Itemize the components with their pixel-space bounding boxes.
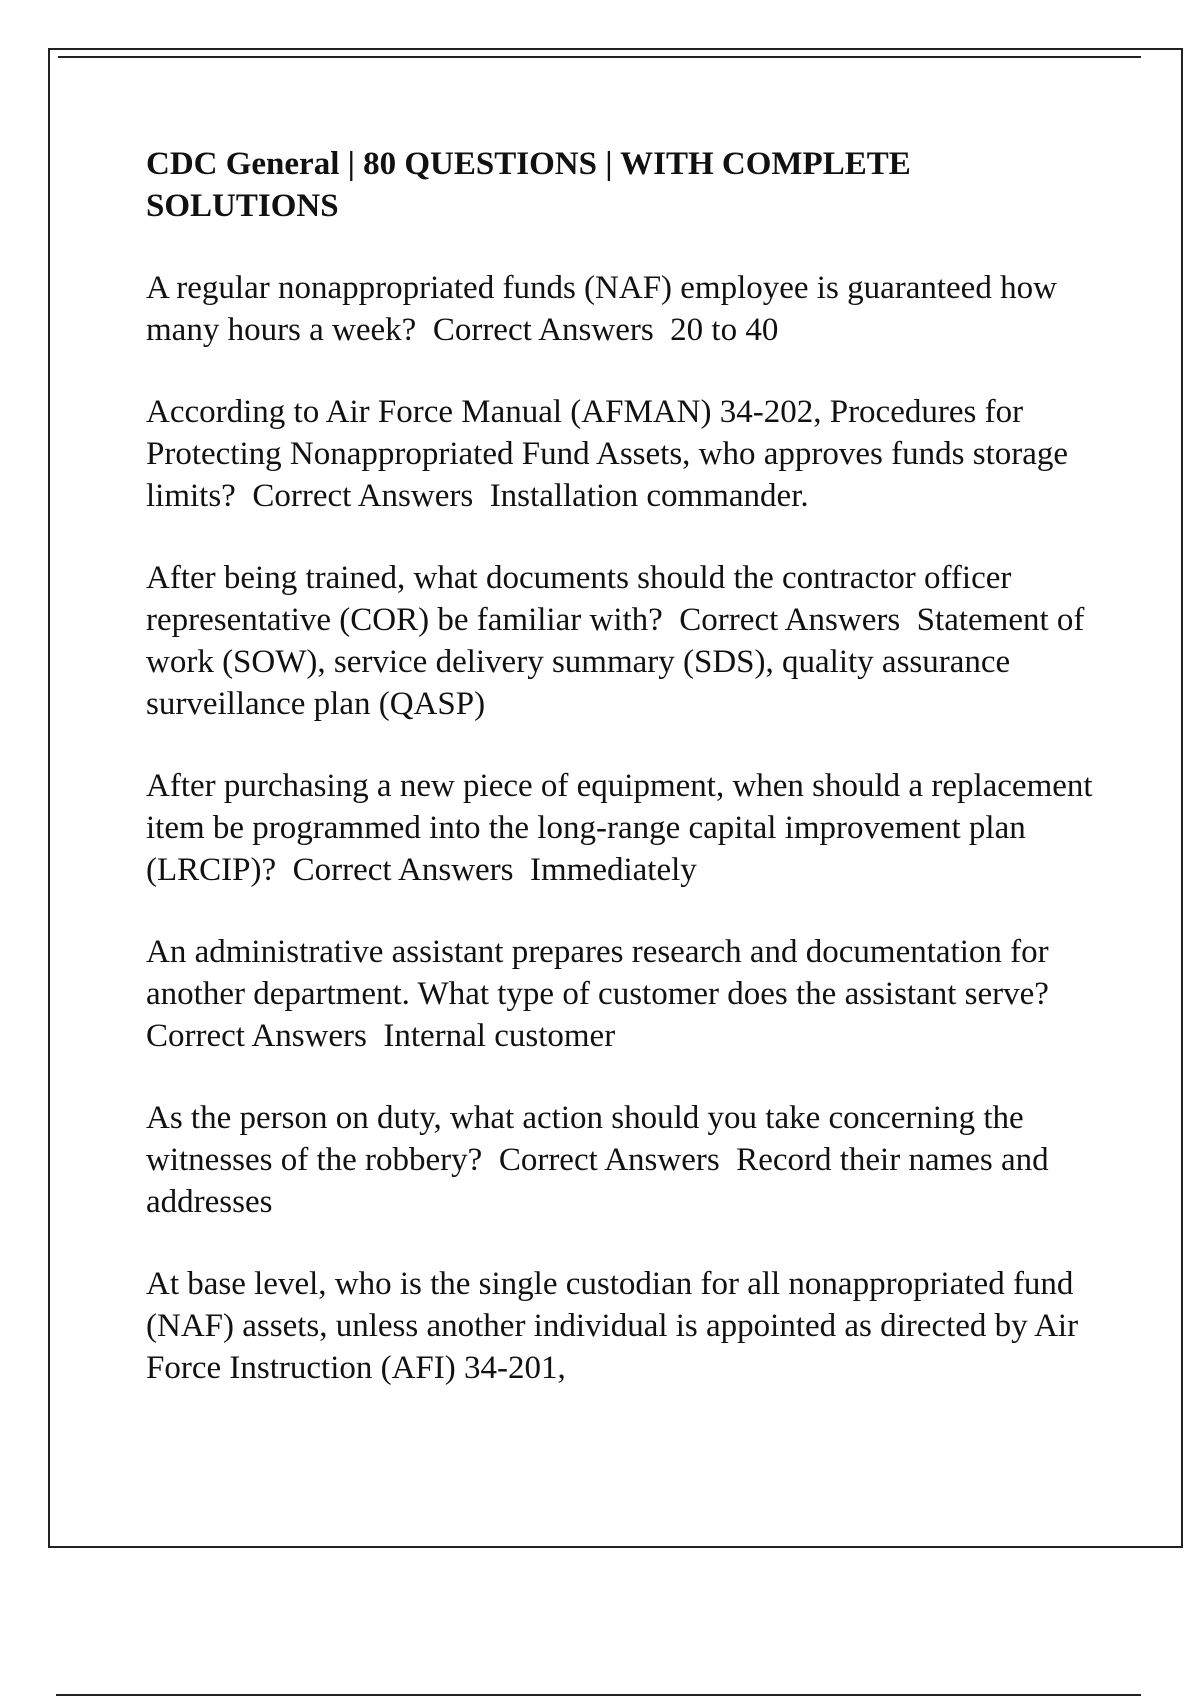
- qa-entry: According to Air Force Manual (AFMAN) 34-202, Procedures for Protecting Nonappropriated Fund Assets, who approves funds storage limits? Correct Answers Installation commander.: [146, 394, 1077, 514]
- document-body: [146, 143, 1101, 1429]
- qa-entry: A regular nonappropriated funds (NAF) employee is guaranteed how many hours a week? Correct Answers 20 to 40: [146, 270, 1066, 348]
- top-rule: [58, 56, 1141, 58]
- qa-entry: At base level, who is the single custodian for all nonappropriated fund (NAF) assets, unless another individual is appointed as directed by Air Force Instruction (AFI) 34-201,: [146, 1266, 1087, 1386]
- bottom-rule: [56, 1694, 1141, 1696]
- qa-entry: As the person on duty, what action should you take concerning the witnesses of the robbery? Correct Answers Record their names and addresses: [146, 1100, 1057, 1220]
- qa-entry: After purchasing a new piece of equipment, when should a replacement item be programmed into the long-range capital improvement plan (LRCIP)? Correct Answers Immediately: [146, 768, 1101, 888]
- document-title: CDC General | 80 QUESTIONS | WITH COMPLETE SOLUTIONS: [146, 146, 911, 224]
- qa-entry: After being trained, what documents should the contractor officer representative (COR) be familiar with? Correct Answers Statement of work (SOW), service delivery summary (SDS), quality assurance surveillance plan (QASP): [146, 560, 1093, 722]
- qa-entry: An administrative assistant prepares research and documentation for another department. What type of customer does the assistant serve? Correct Answers Internal customer: [146, 934, 1066, 1054]
